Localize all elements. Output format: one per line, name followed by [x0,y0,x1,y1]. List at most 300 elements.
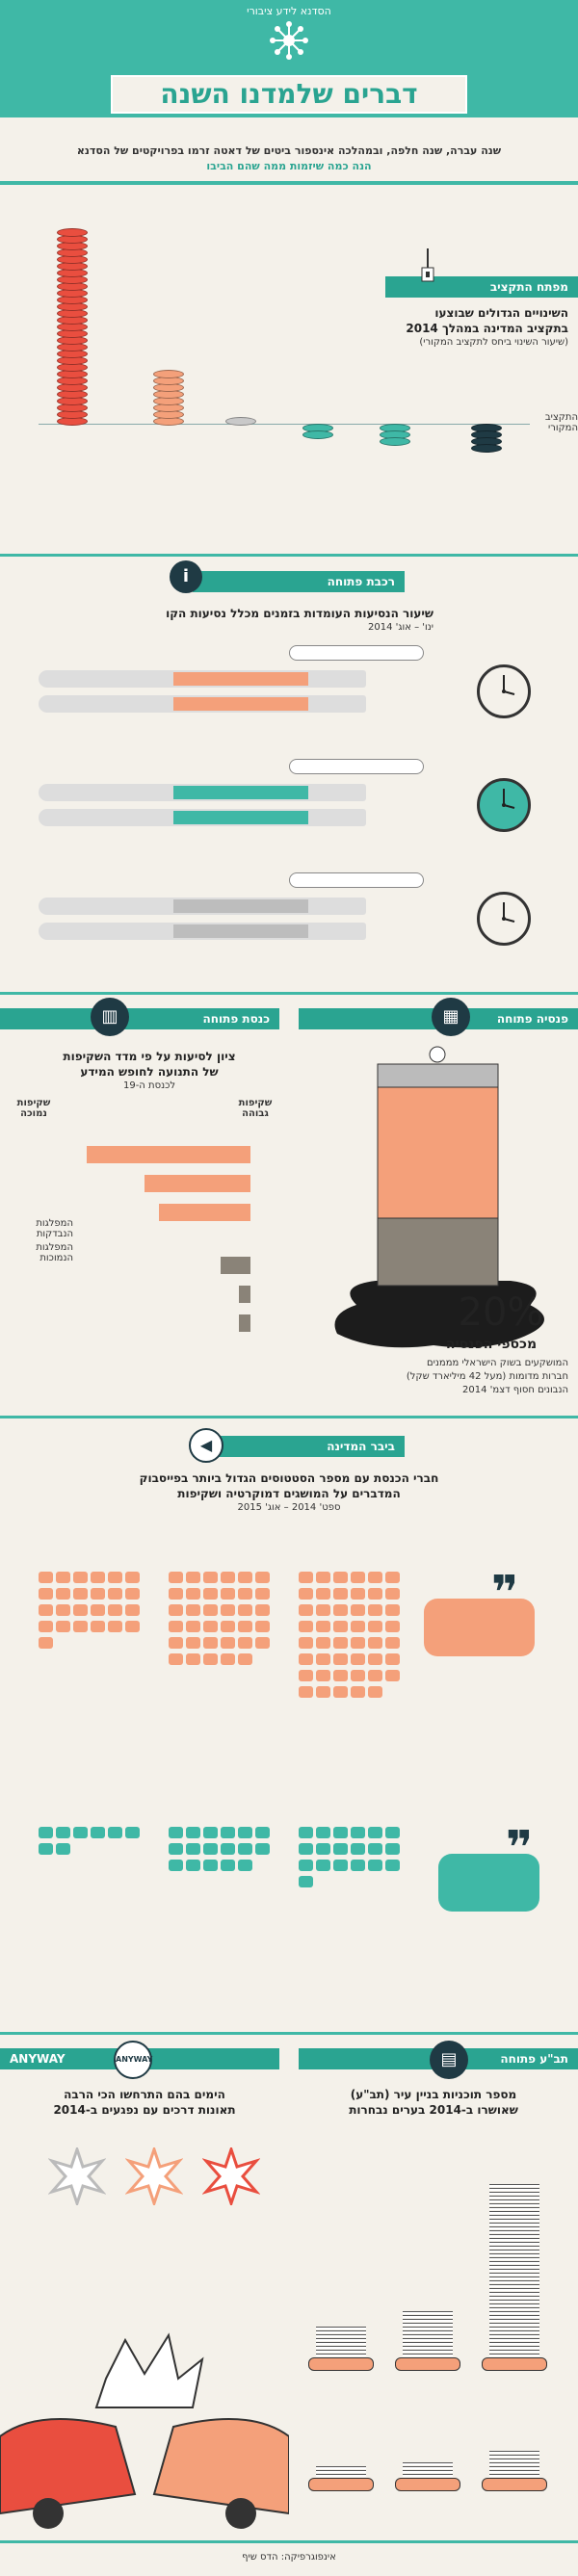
knesset-mid-high: המפלגות הנבדקות [36,1218,73,1239]
status-icon [108,1827,122,1838]
document-stack-icon [489,2330,539,2333]
status-icon [299,1843,313,1855]
status-icon [238,1860,252,1871]
train-group-label [289,645,424,661]
clock-icon [477,664,531,718]
document-stack-icon [489,2311,539,2314]
status-icon [169,1653,183,1665]
crash-star-icon [202,2147,260,2205]
status-icon [351,1572,365,1583]
document-stack-icon [489,2338,539,2341]
pension-section-title: פנסיה פתוחה [299,1008,578,1029]
status-icon [316,1604,330,1616]
document-stack-icon [489,2196,539,2199]
document-stack-icon [489,2273,539,2276]
status-icon [385,1572,400,1583]
status-icon [39,1827,53,1838]
org-name: הסדנא לידע ציבורי [247,5,331,17]
status-icon [91,1604,105,1616]
status-icon [203,1637,218,1649]
building-icon: ▤ [430,2041,468,2079]
document-stack-icon [316,2334,366,2337]
pension-percent-label: מכספי הפנסיה [445,1337,538,1352]
budget-title2: בתקציב המדינה במהלך 2014 [406,322,568,335]
status-icon [368,1637,382,1649]
document-stack-icon [403,2462,453,2465]
status-icon [368,1588,382,1600]
people-area [0,1522,578,2022]
pension-desc3: הנבונים חסוף דצמ' 2014 [462,1385,568,1395]
train-group-label [289,759,424,774]
footer-credit: אינפוגרפיקה: הדס שיף [242,2552,336,2563]
knesset-mid-low: המפלגות הנמוכות [36,1242,73,1263]
status-icon [385,1621,400,1632]
train-period: ינו' – אוג' 2014 [368,622,434,633]
document-stack-icon [403,2330,453,2333]
train-line-name [173,697,308,711]
status-icon [169,1621,183,1632]
status-icon [73,1588,88,1600]
document-stack-icon [403,2470,453,2473]
document-stack-icon [489,2303,539,2306]
status-icon [238,1588,252,1600]
status-icon [238,1572,252,1583]
status-icon [351,1827,365,1838]
status-icon [39,1621,53,1632]
clock-icon [477,778,531,832]
document-stack-icon [403,2334,453,2337]
document-stack-icon [316,2342,366,2345]
document-stack-icon [489,2242,539,2245]
status-icon [125,1621,140,1632]
document-stack-icon [403,2319,453,2322]
document-stack-icon [489,2277,539,2279]
status-icon [169,1588,183,1600]
status-icon [221,1843,235,1855]
jar-icon: ▦ [432,998,470,1036]
status-icon [203,1588,218,1600]
status-icon [221,1827,235,1838]
train-section-title: רכבת פתוחה [193,571,405,592]
status-icon [108,1604,122,1616]
status-icon [333,1686,348,1698]
status-icon [125,1827,140,1838]
status-icon [299,1686,313,1698]
pension-desc1: המושקעים בשוק הישראלי מממנים [427,1358,568,1368]
tabaa-section-title: תב"ע פתוחה [299,2048,578,2069]
document-stack-icon [489,2234,539,2237]
status-icon [351,1653,365,1665]
city-base-icon [482,2478,547,2491]
quote-mark-icon: ❞ [506,1821,534,1875]
knesset-bar [239,1314,250,1332]
document-stack-icon [489,2280,539,2283]
budget-coin [57,228,88,237]
document-stack-icon [489,2292,539,2295]
document-stack-icon [489,2451,539,2454]
pension-percent: 20% [458,1290,544,1335]
status-icon [333,1572,348,1583]
train-line-name [173,786,308,799]
train-title: שיעור הנסיעות העומדות בזמנים מכלל נסיעות הקו [166,607,434,620]
status-icon [385,1588,400,1600]
document-stack-icon [489,2246,539,2249]
anyway-logo-icon: ANYWAY [114,2041,152,2079]
city-base-icon [308,2478,374,2491]
status-icon [203,1860,218,1871]
status-icon [125,1588,140,1600]
status-icon [238,1637,252,1649]
status-icon [221,1621,235,1632]
status-icon [316,1827,330,1838]
document-stack-icon [316,2330,366,2333]
status-icon [56,1604,70,1616]
status-icon [299,1621,313,1632]
status-icon [169,1637,183,1649]
status-icon [299,1653,313,1665]
document-stack-icon [316,2346,366,2349]
status-icon [351,1670,365,1681]
status-icon [203,1621,218,1632]
document-stack-icon [489,2269,539,2272]
knesset-title2: של התנועה לחופש המידע [80,1065,219,1079]
document-stack-icon [403,2342,453,2345]
status-icon [351,1686,365,1698]
document-stack-icon [489,2354,539,2356]
status-icon [255,1827,270,1838]
status-icon [56,1621,70,1632]
status-icon [186,1621,200,1632]
document-stack-icon [316,2327,366,2329]
anyway-title: הימים בהם התרחשו הכי הרבה [64,2088,225,2101]
status-icon [299,1670,313,1681]
document-stack-icon [489,2300,539,2303]
status-icon [316,1860,330,1871]
clock-icon [477,892,531,946]
status-icon [203,1653,218,1665]
status-icon [385,1653,400,1665]
document-stack-icon [489,2466,539,2469]
status-icon [169,1572,183,1583]
car-crash-icon [0,2321,289,2533]
status-icon [125,1604,140,1616]
status-icon [333,1860,348,1871]
document-stack-icon [489,2455,539,2458]
budget-note: (שיעור השינוי ביחס לתקציב המקורי) [419,337,568,348]
status-icon [299,1876,313,1887]
status-icon [299,1860,313,1871]
train-line-name [173,924,308,938]
city-base-icon [308,2357,374,2371]
status-icon [333,1588,348,1600]
document-stack-icon [489,2350,539,2353]
document-stack-icon [489,2223,539,2225]
status-icon [351,1604,365,1616]
status-icon [238,1827,252,1838]
document-stack-icon [403,2327,453,2329]
status-icon [333,1843,348,1855]
document-stack-icon [489,2184,539,2187]
document-stack-icon [316,2354,366,2356]
status-icon [125,1572,140,1583]
document-stack-icon [403,2315,453,2318]
document-stack-icon [489,2253,539,2256]
document-stack-icon [316,2466,366,2469]
budget-axis-label: התקציב המקורי [544,412,578,433]
document-stack-icon [489,2296,539,2299]
status-icon [91,1588,105,1600]
status-icon [39,1588,53,1600]
city-base-icon [482,2357,547,2371]
status-icon [385,1843,400,1855]
status-icon [186,1604,200,1616]
status-icon [238,1843,252,1855]
status-icon [316,1686,330,1698]
status-icon [351,1860,365,1871]
document-stack-icon [489,2307,539,2310]
knesset-bar [144,1175,250,1192]
document-stack-icon [403,2466,453,2469]
status-icon [73,1572,88,1583]
status-icon [91,1572,105,1583]
document-stack-icon [489,2261,539,2264]
train-group-label [289,872,424,888]
status-icon [73,1604,88,1616]
crash-star-icon [48,2147,106,2205]
status-icon [56,1572,70,1583]
document-stack-icon [489,2459,539,2461]
document-stack-icon [489,2288,539,2291]
status-icon [221,1588,235,1600]
status-icon [91,1827,105,1838]
document-stack-icon [403,2323,453,2326]
status-icon [368,1686,382,1698]
city-base-icon [395,2478,460,2491]
document-stack-icon [489,2462,539,2465]
status-icon [351,1843,365,1855]
pension-desc2: חברות מדומות (מעל 42 מיליארד שקל) [406,1371,568,1382]
status-icon [169,1843,183,1855]
status-icon [333,1637,348,1649]
status-icon [169,1827,183,1838]
document-stack-icon [489,2257,539,2260]
status-icon [73,1621,88,1632]
budget-coin [471,444,502,453]
document-stack-icon [403,2346,453,2349]
status-icon [169,1604,183,1616]
status-icon [333,1670,348,1681]
knesset-bar [159,1204,250,1221]
anyway-area [0,2128,289,2533]
status-icon [39,1843,53,1855]
status-icon [368,1827,382,1838]
status-icon [186,1653,200,1665]
status-icon [186,1637,200,1649]
tabaa-title2: שאושרו ב-2014 בערים נבחרות [349,2103,518,2117]
status-icon [316,1621,330,1632]
document-stack-icon [316,2474,366,2477]
status-icon [368,1843,382,1855]
quote-mark-icon: ❞ [491,1566,519,1620]
knesset-bar [221,1257,250,1274]
divider [0,992,578,995]
status-icon [39,1604,53,1616]
intro-subtext: הנה כמה שיזמות ממה שהם הביבו [206,160,372,172]
status-icon [368,1604,382,1616]
document-stack-icon [489,2226,539,2229]
knesset-bar [87,1146,250,1163]
budget-coin [302,430,333,439]
document-stack-icon [489,2315,539,2318]
status-icon [351,1621,365,1632]
status-icon [351,1637,365,1649]
document-stack-icon [316,2350,366,2353]
status-icon [333,1621,348,1632]
document-stack-icon [489,2230,539,2233]
status-icon [186,1827,200,1838]
document-stack-icon [489,2215,539,2218]
status-icon [186,1572,200,1583]
people-title: חברי הכנסת עם מספר הסטטוסים הגדול ביותר בפייסבוק [139,1471,439,1485]
status-icon [221,1572,235,1583]
knesset-title: ציון לסיעות על פי מדד השקיפות [63,1050,236,1063]
status-icon [368,1653,382,1665]
budget-coin [380,437,410,446]
document-stack-icon [489,2219,539,2222]
document-stack-icon [403,2474,453,2477]
status-icon [91,1621,105,1632]
status-icon [108,1621,122,1632]
document-stack-icon [316,2470,366,2473]
status-icon [255,1588,270,1600]
status-icon [73,1827,88,1838]
status-icon [255,1604,270,1616]
status-icon [316,1637,330,1649]
knesset-chart [0,1117,289,1367]
bookshelf-icon: ▥ [91,998,129,1036]
status-icon [108,1572,122,1583]
status-icon [221,1604,235,1616]
status-icon [39,1637,53,1649]
document-stack-icon [489,2323,539,2326]
status-icon [203,1827,218,1838]
document-stack-icon [489,2192,539,2195]
knesset-bar [239,1286,250,1303]
knesset-low-label: שקיפות נמוכה [16,1098,51,1119]
train-info-icon: i [170,560,202,593]
people-period: ספט' 2014 – אוג' 2015 [237,1502,341,1513]
document-stack-icon [489,2211,539,2214]
document-stack-icon [403,2338,453,2341]
status-icon [385,1860,400,1871]
tabaa-title: מספר תוכניות בניין עיר (תב"ע) [350,2088,517,2101]
anyway-section-title: ANYWAY [0,2048,279,2069]
status-icon [56,1827,70,1838]
divider [0,554,578,557]
status-icon [221,1637,235,1649]
document-stack-icon [403,2354,453,2356]
train-line-name [173,899,308,913]
train-line-name [173,811,308,824]
status-icon [56,1588,70,1600]
status-icon [316,1670,330,1681]
status-icon [316,1843,330,1855]
status-icon [203,1572,218,1583]
people-section-title: ביבר המדינה [193,1436,405,1457]
status-icon [39,1572,53,1583]
budget-chart [0,0,578,539]
status-icon [385,1604,400,1616]
status-icon [255,1637,270,1649]
status-icon [368,1572,382,1583]
divider [0,2540,578,2543]
document-stack-icon [489,2470,539,2473]
document-stack-icon [489,2327,539,2329]
knesset-subtitle: לכנסת ה-19 [122,1080,176,1091]
document-stack-icon [489,2284,539,2287]
divider [0,1416,578,1418]
train-area [0,636,578,982]
status-icon [299,1572,313,1583]
document-stack-icon [489,2474,539,2477]
divider [0,2032,578,2035]
status-icon [255,1621,270,1632]
knesset-section-title: כנסת פתוחה [0,1008,279,1029]
city-base-icon [395,2357,460,2371]
status-icon [368,1860,382,1871]
document-stack-icon [489,2342,539,2345]
status-icon [56,1843,70,1855]
status-icon [316,1572,330,1583]
status-icon [299,1827,313,1838]
status-icon [186,1843,200,1855]
status-icon [203,1843,218,1855]
status-icon [333,1827,348,1838]
status-icon [169,1860,183,1871]
status-icon [316,1588,330,1600]
document-stack-icon [489,2250,539,2252]
document-stack-icon [489,2188,539,2191]
document-stack-icon [489,2346,539,2349]
budget-title: השינויים הגדולים שבוצעו [434,306,568,320]
status-icon [299,1637,313,1649]
status-icon [203,1604,218,1616]
budget-section-title: מפתח התקציב [385,276,578,298]
status-icon [368,1621,382,1632]
status-icon [368,1670,382,1681]
megaphone-icon: ◀ [189,1428,223,1463]
document-stack-icon [489,2334,539,2337]
status-icon [351,1588,365,1600]
status-icon [385,1637,400,1649]
crash-star-icon [125,2147,183,2205]
status-icon [316,1653,330,1665]
status-icon [238,1653,252,1665]
status-icon [221,1860,235,1871]
status-icon [299,1588,313,1600]
anyway-title2: תאונות דרכים עם נפגעים ב-2014 [53,2103,236,2117]
status-icon [385,1827,400,1838]
document-stack-icon [489,2199,539,2202]
document-stack-icon [489,2238,539,2241]
document-stack-icon [489,2203,539,2206]
status-icon [238,1621,252,1632]
people-title2: המדברים על המושגים דמוקרטיה ושקיפות [177,1487,401,1500]
document-stack-icon [316,2338,366,2341]
status-icon [299,1604,313,1616]
status-icon [255,1572,270,1583]
document-stack-icon [489,2319,539,2322]
